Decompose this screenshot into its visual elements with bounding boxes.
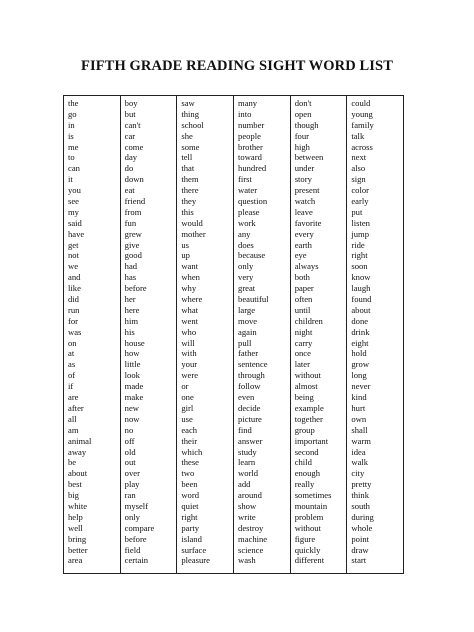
- sight-word: second: [294, 446, 319, 457]
- sight-word: had: [124, 261, 138, 272]
- sight-word: through: [238, 370, 265, 381]
- sight-word: certain: [124, 555, 149, 566]
- sight-word: you: [68, 185, 81, 196]
- sight-word: warm: [351, 435, 371, 446]
- sight-word: follow: [238, 381, 261, 392]
- sight-word: being: [294, 392, 314, 403]
- sight-word: which: [181, 446, 203, 457]
- sight-word: until: [294, 304, 311, 315]
- sight-word: once: [294, 348, 311, 359]
- sight-word: wash: [238, 555, 256, 566]
- sight-word: sometimes: [294, 490, 332, 501]
- sight-word: find: [238, 424, 252, 435]
- sight-word: this: [181, 206, 194, 217]
- sight-word: why: [181, 283, 197, 294]
- sight-word: play: [124, 479, 140, 490]
- sight-word: be: [68, 457, 77, 468]
- sight-word: grew: [124, 228, 142, 239]
- sight-word: carry: [294, 337, 313, 348]
- sight-word: if: [68, 381, 74, 392]
- sight-word: big: [68, 490, 79, 501]
- sight-word: when: [181, 272, 200, 283]
- sight-word: mountain: [294, 500, 328, 511]
- sight-word: watch: [294, 196, 316, 207]
- sight-word: or: [181, 381, 189, 392]
- sight-word: walk: [351, 457, 369, 468]
- sight-word: some: [181, 141, 200, 152]
- sight-word: talk: [351, 130, 365, 141]
- sight-word: add: [238, 479, 251, 490]
- sight-word: south: [351, 500, 370, 511]
- sight-word: beautiful: [238, 294, 269, 305]
- sight-word: made: [124, 381, 144, 392]
- sight-word: under: [294, 163, 315, 174]
- sight-word: any: [238, 228, 251, 239]
- sight-word: grow: [351, 359, 370, 370]
- sight-word: girl: [181, 402, 194, 413]
- sight-word: drink: [351, 326, 370, 337]
- sight-word: idea: [351, 446, 366, 457]
- sight-word: pull: [238, 337, 252, 348]
- sight-word: almost: [294, 381, 318, 392]
- sight-word: tell: [181, 152, 193, 163]
- sight-word: before: [124, 283, 147, 294]
- sight-word: new: [124, 402, 139, 413]
- sight-word: eye: [294, 250, 307, 261]
- sight-word: what: [181, 304, 199, 315]
- sight-word: could: [351, 98, 371, 108]
- sight-word: us: [181, 239, 189, 250]
- sight-word: island: [181, 533, 202, 544]
- sight-word: of: [68, 370, 76, 381]
- sight-word: large: [238, 304, 256, 315]
- sight-word: friend: [124, 196, 146, 207]
- sight-word: that: [181, 163, 195, 174]
- sight-word: his: [124, 326, 135, 337]
- sight-word: really: [294, 479, 315, 490]
- sight-word: have: [68, 228, 85, 239]
- sight-word: think: [351, 490, 370, 501]
- sight-word: without: [294, 522, 321, 533]
- sight-word: always: [294, 261, 319, 272]
- sight-word: only: [124, 511, 140, 522]
- sight-word: never: [351, 381, 371, 392]
- sight-word: into: [238, 108, 252, 119]
- sight-word: toward: [238, 152, 262, 163]
- sight-word: to: [68, 152, 75, 163]
- sight-word: little: [124, 359, 141, 370]
- sight-word: kind: [351, 392, 367, 403]
- sight-word: were: [181, 370, 199, 381]
- sight-word: water: [238, 185, 258, 196]
- sight-word: out: [124, 457, 136, 468]
- sight-word: party: [181, 522, 200, 533]
- sight-word: help: [68, 511, 83, 522]
- sight-word: off: [124, 435, 135, 446]
- sight-word: done: [351, 315, 369, 326]
- sight-word: during: [351, 511, 374, 522]
- sight-word: put: [351, 206, 363, 217]
- sight-word: children: [294, 315, 323, 326]
- sight-word: has: [124, 272, 137, 283]
- sight-word: work: [238, 217, 256, 228]
- sight-word: as: [68, 359, 76, 370]
- sight-word: destroy: [238, 522, 264, 533]
- sight-word: it: [68, 174, 73, 185]
- word-column-3: [176, 96, 233, 573]
- sight-word: where: [181, 294, 203, 305]
- sight-word: young: [351, 108, 373, 119]
- sight-word: her: [124, 294, 136, 305]
- sight-word: whole: [351, 522, 373, 533]
- sight-word: early: [351, 196, 369, 207]
- sight-word: about: [351, 304, 371, 315]
- sight-word: though: [294, 119, 319, 130]
- sight-word: are: [68, 392, 79, 403]
- sight-word: know: [351, 272, 371, 283]
- sight-word: bring: [68, 533, 87, 544]
- sight-word: white: [68, 500, 88, 511]
- sight-word: come: [124, 141, 144, 152]
- sight-word: them: [181, 174, 199, 185]
- sight-word: sentence: [238, 359, 268, 370]
- sight-word: area: [68, 555, 83, 566]
- sight-word: word: [181, 490, 200, 501]
- sight-word: don't: [294, 98, 312, 108]
- sight-word: my: [68, 206, 79, 217]
- sight-word: we: [68, 261, 79, 272]
- sight-word: because: [238, 250, 266, 261]
- sight-word: went: [181, 315, 199, 326]
- sight-word: even: [238, 392, 255, 403]
- sight-word: group: [294, 424, 315, 435]
- sight-word: own: [351, 413, 367, 424]
- sight-word: enough: [294, 468, 320, 479]
- sight-word: on: [68, 337, 77, 348]
- sight-word: machine: [238, 533, 268, 544]
- sight-word: ran: [124, 490, 136, 501]
- sight-word: science: [238, 544, 264, 555]
- sight-word: later: [294, 359, 310, 370]
- sight-word: said: [68, 217, 82, 228]
- sight-word: no: [124, 424, 134, 435]
- sight-word: make: [124, 392, 144, 403]
- sight-word: both: [294, 272, 310, 283]
- sight-word: world: [238, 468, 259, 479]
- sight-word: will: [181, 337, 195, 348]
- sight-word: night: [294, 326, 313, 337]
- sight-word: can't: [124, 119, 141, 130]
- sight-word: four: [294, 130, 310, 141]
- sight-word: different: [294, 555, 325, 566]
- sight-word: pretty: [351, 479, 372, 490]
- sight-word: would: [181, 217, 203, 228]
- sight-word: over: [124, 468, 140, 479]
- sight-word: in: [68, 119, 75, 130]
- sight-word: am: [68, 424, 79, 435]
- sight-word: do: [124, 163, 134, 174]
- sight-word: first: [238, 174, 252, 185]
- sight-word: hurt: [351, 402, 366, 413]
- sight-word: jump: [351, 228, 370, 239]
- sight-word: give: [124, 239, 140, 250]
- sight-word: very: [238, 272, 254, 283]
- sight-word: surface: [181, 544, 207, 555]
- sight-word: from: [124, 206, 142, 217]
- sight-word: me: [68, 141, 79, 152]
- sight-word: paper: [294, 283, 314, 294]
- sight-word: right: [181, 511, 198, 522]
- sight-word: together: [294, 413, 323, 424]
- sight-word: here: [124, 304, 140, 315]
- sight-word: two: [181, 468, 195, 479]
- sight-word: compare: [124, 522, 155, 533]
- sight-word: open: [294, 108, 312, 119]
- sight-word: better: [68, 544, 88, 555]
- sight-word: show: [238, 500, 257, 511]
- sight-word: with: [181, 348, 197, 359]
- sight-word: there: [181, 185, 199, 196]
- sight-word: often: [294, 294, 313, 305]
- sight-word: father: [238, 348, 259, 359]
- word-column-1: [64, 96, 120, 573]
- sight-word: quickly: [294, 544, 321, 555]
- sight-word: can: [68, 163, 80, 174]
- sight-word: did: [68, 294, 79, 305]
- sight-word: eat: [124, 185, 135, 196]
- sight-word: animal: [68, 435, 92, 446]
- word-column-6: [346, 96, 403, 573]
- sight-word: quiet: [181, 500, 199, 511]
- sight-word: only: [238, 261, 254, 272]
- sight-word: laugh: [351, 283, 371, 294]
- sight-word: example: [294, 402, 324, 413]
- sight-word: ride: [351, 239, 365, 250]
- sight-word: shall: [351, 424, 368, 435]
- sight-word: but: [124, 108, 136, 119]
- sight-word: at: [68, 348, 75, 359]
- sight-word: story: [294, 174, 312, 185]
- sight-word: figure: [294, 533, 316, 544]
- sight-word: child: [294, 457, 312, 468]
- sight-word: is: [68, 130, 74, 141]
- sight-word: each: [181, 424, 198, 435]
- sight-word: question: [238, 196, 268, 207]
- sight-word: one: [181, 392, 194, 403]
- sight-word: who: [181, 326, 197, 337]
- sight-word: thing: [181, 108, 200, 119]
- sight-word: earth: [294, 239, 312, 250]
- sight-word: important: [294, 435, 329, 446]
- sight-word: like: [68, 283, 81, 294]
- sight-word: move: [238, 315, 258, 326]
- sight-word-table: [63, 95, 404, 574]
- sight-word: long: [351, 370, 367, 381]
- sight-word: up: [181, 250, 190, 261]
- sight-word: good: [124, 250, 142, 261]
- sight-word: use: [181, 413, 193, 424]
- sight-word: down: [124, 174, 144, 185]
- sight-word: she: [181, 130, 193, 141]
- sight-word: all: [68, 413, 77, 424]
- sight-word: next: [351, 152, 367, 163]
- sight-word: every: [294, 228, 314, 239]
- sight-word: how: [124, 348, 140, 359]
- sight-word: well: [68, 522, 83, 533]
- sight-word: and: [68, 272, 81, 283]
- sight-word: him: [124, 315, 139, 326]
- sight-word: picture: [238, 413, 262, 424]
- sight-word: see: [68, 196, 79, 207]
- sight-word: great: [238, 283, 256, 294]
- sight-word: soon: [351, 261, 368, 272]
- sight-word: draw: [351, 544, 369, 555]
- sight-word: their: [181, 435, 198, 446]
- sight-word: between: [294, 152, 324, 163]
- sight-word: want: [181, 261, 199, 272]
- sight-word: leave: [294, 206, 313, 217]
- page-title: FIFTH GRADE READING SIGHT WORD LIST: [81, 58, 393, 74]
- sight-word: across: [351, 141, 373, 152]
- sight-word: color: [351, 185, 370, 196]
- sight-word: found: [351, 294, 372, 305]
- sight-word: learn: [238, 457, 256, 468]
- sight-word: city: [351, 468, 365, 479]
- sight-word: hold: [351, 348, 367, 359]
- sight-word: please: [238, 206, 260, 217]
- sight-word: answer: [238, 435, 263, 446]
- sight-word: hundred: [238, 163, 267, 174]
- sight-word: myself: [124, 500, 149, 511]
- sight-word: day: [124, 152, 138, 163]
- sight-word: many: [238, 98, 258, 108]
- word-column-2: [120, 96, 177, 573]
- sight-word: saw: [181, 98, 195, 108]
- sight-word: car: [124, 130, 136, 141]
- sight-word: about: [68, 468, 88, 479]
- sight-word: boy: [124, 98, 138, 108]
- sight-word: was: [68, 326, 82, 337]
- sight-word: around: [238, 490, 262, 501]
- sight-word: pleasure: [181, 555, 210, 566]
- sight-word: brother: [238, 141, 263, 152]
- sight-word: without: [294, 370, 321, 381]
- sight-word: mother: [181, 228, 206, 239]
- sight-word: decide: [238, 402, 261, 413]
- sight-word: they: [181, 196, 197, 207]
- sight-word: now: [124, 413, 140, 424]
- sight-word: field: [124, 544, 141, 555]
- word-column-4: [233, 96, 290, 573]
- sight-word: favorite: [294, 217, 322, 228]
- sight-word: does: [238, 239, 254, 250]
- sight-word: look: [124, 370, 140, 381]
- sight-word: old: [124, 446, 136, 457]
- sight-word: school: [181, 119, 204, 130]
- sight-word: point: [351, 533, 370, 544]
- sight-word: sign: [351, 174, 366, 185]
- sight-word: high: [294, 141, 310, 152]
- sight-word: not: [68, 250, 79, 261]
- sight-word: present: [294, 185, 320, 196]
- sight-word: go: [68, 108, 77, 119]
- sight-word: run: [68, 304, 80, 315]
- sight-word: fun: [124, 217, 137, 228]
- word-column-5: [290, 96, 347, 573]
- sight-word: also: [351, 163, 366, 174]
- sight-word: the: [68, 98, 79, 108]
- sight-word: after: [68, 402, 84, 413]
- sight-word: best: [68, 479, 82, 490]
- sight-word: people: [238, 130, 261, 141]
- sight-word: for: [68, 315, 79, 326]
- sight-word: these: [181, 457, 200, 468]
- sight-word: your: [181, 359, 198, 370]
- sight-word: family: [351, 119, 374, 130]
- sight-word: again: [238, 326, 257, 337]
- sight-word: write: [238, 511, 256, 522]
- sight-word: before: [124, 533, 147, 544]
- sight-word: get: [68, 239, 79, 250]
- sight-word: study: [238, 446, 257, 457]
- sight-word: right: [351, 250, 368, 261]
- sight-word: eight: [351, 337, 369, 348]
- sight-word: been: [181, 479, 198, 490]
- sight-word: listen: [351, 217, 370, 228]
- sight-word: house: [124, 337, 145, 348]
- sight-word: away: [68, 446, 87, 457]
- sight-word: start: [351, 555, 367, 566]
- sight-word: problem: [294, 511, 324, 522]
- sight-word: number: [238, 119, 265, 130]
